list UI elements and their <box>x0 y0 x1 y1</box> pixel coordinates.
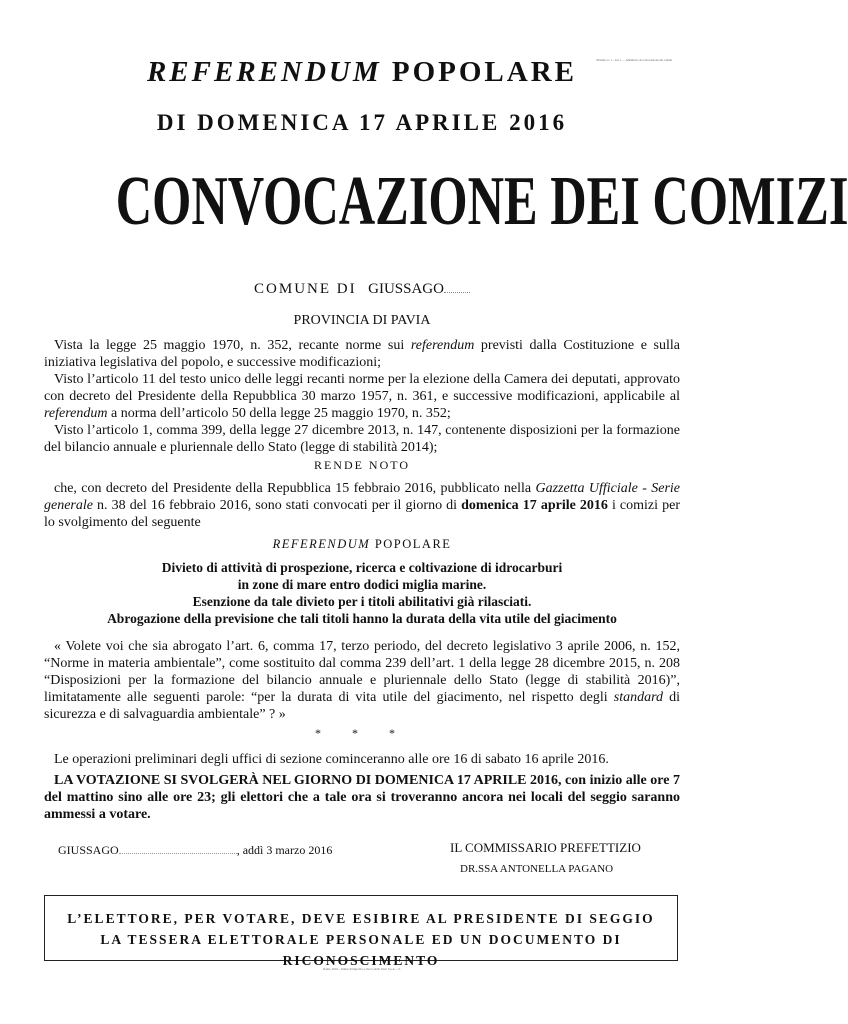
quesito-title-line: Divieto di attività di prospezione, ricerca e coltivazione di idrocarburi <box>161 560 563 575</box>
signature-place: GIUSSAGO <box>58 843 119 857</box>
text: Vista la legge 25 maggio 1970, n. 352, recante norme sui <box>54 338 411 353</box>
signature-name: DR.SSA ANTONELLA PAGANO <box>460 863 614 875</box>
text-italic: referendum <box>410 338 475 353</box>
quesito-title <box>44 559 680 627</box>
text: n. 38 del 16 febbraio 2016, sono stati convocati per il giorno di <box>92 498 462 513</box>
title-referendum: REFERENDUM <box>146 56 382 88</box>
provincia: PROVINCIA DI PAVIA <box>293 313 431 328</box>
text: di sicurezza e di salvaguardia ambientale” ? » <box>44 690 681 722</box>
visto-articolo-11 <box>44 371 680 422</box>
operazioni-preliminari: Le operazioni preliminari degli uffici di sezione cominceranno alle ore 16 di sabato 16 aprile 2016. <box>54 752 609 767</box>
text-italic: standard <box>613 690 664 705</box>
main-heading: CONVOCAZIONE DEI COMIZI <box>115 163 848 240</box>
text: POPOLARE <box>374 537 452 551</box>
text-italic: REFERENDUM <box>272 537 371 551</box>
comune-label: COMUNE DI <box>254 281 357 297</box>
notice-box <box>44 895 678 968</box>
place-date <box>58 843 332 858</box>
printer-footer: Roma, 2016 – Istituto Poligrafico e Zecca dello Stato S.p.A. – S. <box>323 967 401 971</box>
quesito-text <box>44 638 680 723</box>
comune-line <box>0 281 724 298</box>
comune-value: GIUSSAGO <box>368 281 444 297</box>
notice-line: LA TESSERA ELETTORALE PERSONALE ED UN DOCUMENTO DI RICONOSCIMENTO <box>100 932 622 968</box>
signature-role: IL COMMISSARIO PREFETTIZIO <box>450 840 641 855</box>
quesito-title-line: Esenzione da tale divieto per i titoli abilitativi già rilasciati. <box>192 594 532 609</box>
quesito-title-line: Abrogazione della previsione che tali titoli hanno la durata della vita utile del giacimento <box>107 611 617 626</box>
text: previsti dalla Costituzione e sulla iniziativa legislativa del popolo, e successive modificazioni; <box>44 338 680 370</box>
visto-articolo-1: Visto l’articolo 1, comma 399, della legge 27 dicembre 2013, n. 147, contenente disposizioni per la formazione del bilancio annuale e pluriennale dello Stato (legge di stabilità 2014); <box>44 423 680 455</box>
text-italic: referendum <box>44 406 108 421</box>
text: « Volete voi che sia abrogato l’art. 6, comma 17, terzo periodo, del decreto legislativo 3 aprile 2006, n. 152, “Norme in materia ambientale”, come sostituito dal comma 239 dell’art. 1 della legge 28 dicembre 2015, n. 208 “Disposizioni per la formazione del bilancio annuale e pluriennale dello Stato (legge di stabilità 2016)”, limitatamente alle seguenti parole: “per la durata di vita utile del giacimento, nel rispetto degli <box>44 639 680 705</box>
separator-stars: * * * <box>315 726 409 740</box>
dotted-line <box>119 853 237 854</box>
signature-date: , addì 3 marzo 2016 <box>236 843 333 857</box>
vista-legge <box>44 337 680 371</box>
text-bold: domenica 17 aprile 2016 <box>461 498 608 513</box>
che-paragraph <box>44 480 680 531</box>
text: i comizi per lo svolgimento del seguente <box>44 498 680 530</box>
referendum-date: DI DOMENICA 17 APRILE 2016 <box>156 110 568 135</box>
title-popolare: POPOLARE <box>391 56 578 88</box>
text: Visto l’articolo 11 del testo unico delle leggi recanti norme per la elezione della Camera dei deputati, approvato con decreto del Presidente della Repubblica 30 marzo 1957, n. 361, e successive modificazioni, applicabile al <box>44 372 680 404</box>
corner-note: Modello n. 1 – Art. 1 — Manifesto di convocazione dei comizi <box>596 58 672 62</box>
votazione-paragraph: LA VOTAZIONE SI SVOLGERÀ NEL GIORNO DI DOMENICA 17 APRILE 2016, con inizio alle ore 7 del mattino sino alle ore 23; gli elettori che a tale ora si troveranno ancora nei locali del seggio saranno ammessi a votare. <box>44 773 680 822</box>
quesito-title-line: in zone di mare entro dodici miglia marine. <box>237 577 487 592</box>
page-title <box>0 56 724 89</box>
dotted-line <box>444 292 470 293</box>
referendum-heading <box>0 537 724 552</box>
notice-line: L’ELETTORE, PER VOTARE, DEVE ESIBIRE AL PRESIDENTE DI SEGGIO <box>67 911 655 926</box>
text: a norma dell’articolo 50 della legge 25 maggio 1970, n. 352; <box>107 406 451 421</box>
text-italic: Gazzetta Ufficiale - Serie generale <box>44 481 680 513</box>
rende-noto: RENDE NOTO <box>313 458 411 472</box>
text: che, con decreto del Presidente della Repubblica 15 febbraio 2016, pubblicato nella <box>54 481 536 496</box>
